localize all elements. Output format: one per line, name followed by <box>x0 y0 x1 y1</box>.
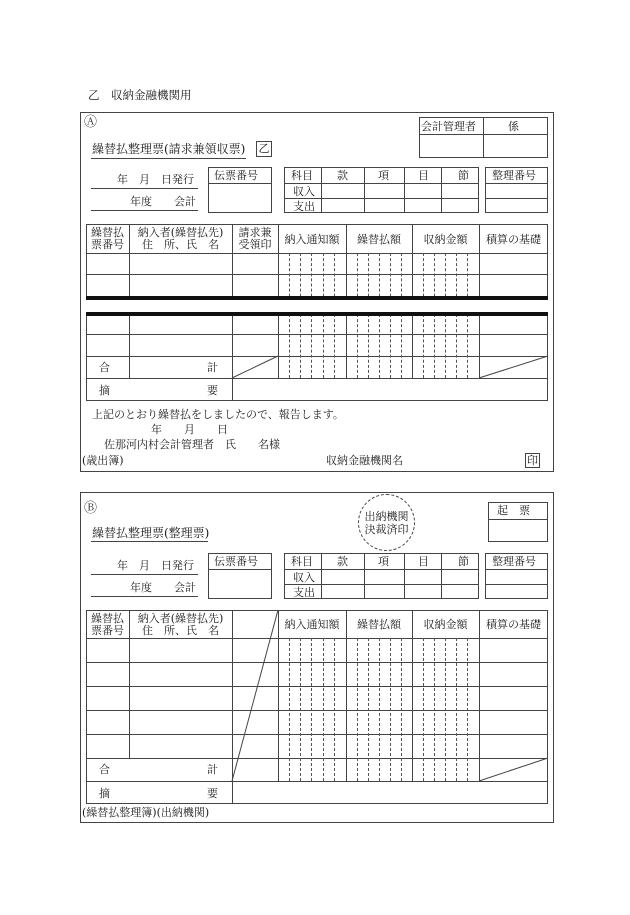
col-received-amount: 収納金額 <box>423 233 468 246</box>
kihyo-label: 起 票 <box>497 504 530 517</box>
stamp-line-2: 決裁済印 <box>364 523 409 536</box>
slip-number-label-b: 伝票番号 <box>214 555 258 568</box>
issue-date-b: 年 月 日発行 <box>117 559 194 572</box>
total-diagonal-b <box>479 758 548 781</box>
col-kurikae-amount-b: 繰替払額 <box>357 618 401 631</box>
table-break-line <box>86 312 548 316</box>
col-ticket-no: 繰替払 票番号 <box>91 226 124 251</box>
expense-label-b: 支出 <box>293 586 315 599</box>
kou-label-b: 項 <box>378 555 389 568</box>
moku-label: 目 <box>418 169 429 182</box>
summary-label-left: 摘 <box>99 384 110 397</box>
seiri-number-label-b: 整理番号 <box>492 555 536 568</box>
form-b-title: 繰替払整理票(整理票) <box>92 526 210 540</box>
receipt-column-diagonal <box>232 610 278 781</box>
summary-label-right-b: 要 <box>207 787 218 800</box>
col-receipt-seal: 請求兼 受領印 <box>238 226 272 251</box>
accountant-label: 会計管理者 <box>421 120 476 133</box>
kou-label: 項 <box>378 169 389 182</box>
total-diagonal <box>479 356 548 378</box>
subject-label: 科目 <box>291 169 313 182</box>
col-payer: 納入者(繰替払先) 住 所、氏 名 <box>137 226 224 251</box>
income-label: 収入 <box>293 185 315 198</box>
settlement-stamp <box>358 494 415 551</box>
addressee: 佐那河内村会計管理者 氏 名様 <box>104 438 280 451</box>
report-text: 上記のとおり繰替払をしましたので、報告します。 <box>92 408 344 421</box>
page-header: 乙 収納金融機関用 <box>88 88 192 102</box>
col-kurikae-amount: 繰替払額 <box>357 233 401 246</box>
fiscal-year: 年度 会計 <box>130 195 196 208</box>
col-ticket-no-b: 繰替払 票番号 <box>91 612 124 637</box>
total-label-right: 計 <box>207 361 218 374</box>
moku-label-b: 目 <box>418 555 429 568</box>
summary-label-right: 要 <box>207 384 218 397</box>
kan-label-b: 款 <box>337 555 348 568</box>
fiscal-year-b: 年度 会計 <box>130 581 196 594</box>
setsu-label-b: 節 <box>458 555 469 568</box>
form-a-marker: Ⓐ <box>84 115 98 130</box>
title-badge: 乙 <box>256 141 272 157</box>
kan-label: 款 <box>337 169 348 182</box>
stamp-line-1: 出納機関 <box>364 510 409 523</box>
institution-label: 収納金融機関名 <box>326 454 403 467</box>
income-label-b: 収入 <box>293 571 315 584</box>
col-basis-b: 積算の基礎 <box>486 618 541 631</box>
issue-date: 年 月 日発行 <box>117 173 194 186</box>
col-received-amount-b: 収納金額 <box>423 618 468 631</box>
total-label-left: 合 <box>99 361 110 374</box>
col-notice-amount: 納入通知額 <box>284 233 340 246</box>
total-diagonal <box>232 356 278 378</box>
ledger-label: (歳出簿) <box>82 454 124 467</box>
form-b-footer: (繰替払整理簿)(出納機関) <box>82 806 210 819</box>
col-basis: 積算の基礎 <box>486 233 541 246</box>
form-b-marker: Ⓑ <box>84 501 98 516</box>
col-notice-amount-b: 納入通知額 <box>284 618 340 631</box>
setsu-label: 節 <box>458 169 469 182</box>
total-label-left-b: 合 <box>99 763 110 776</box>
form-a-title: 繰替払整理票(請求兼領収票) <box>92 142 246 156</box>
seal-box: 印 <box>527 454 538 467</box>
summary-label-left-b: 摘 <box>99 787 110 800</box>
col-payer-b: 納入者(繰替払先) 住 所、氏 名 <box>137 612 224 637</box>
total-label-right-b: 計 <box>207 763 218 776</box>
report-date: 年 月 日 <box>151 423 228 436</box>
expense-label: 支出 <box>293 200 315 213</box>
clerk-label: 係 <box>508 120 519 133</box>
subject-label-b: 科目 <box>291 555 313 568</box>
slip-number-label: 伝票番号 <box>214 169 258 182</box>
seiri-number-label: 整理番号 <box>492 169 536 182</box>
